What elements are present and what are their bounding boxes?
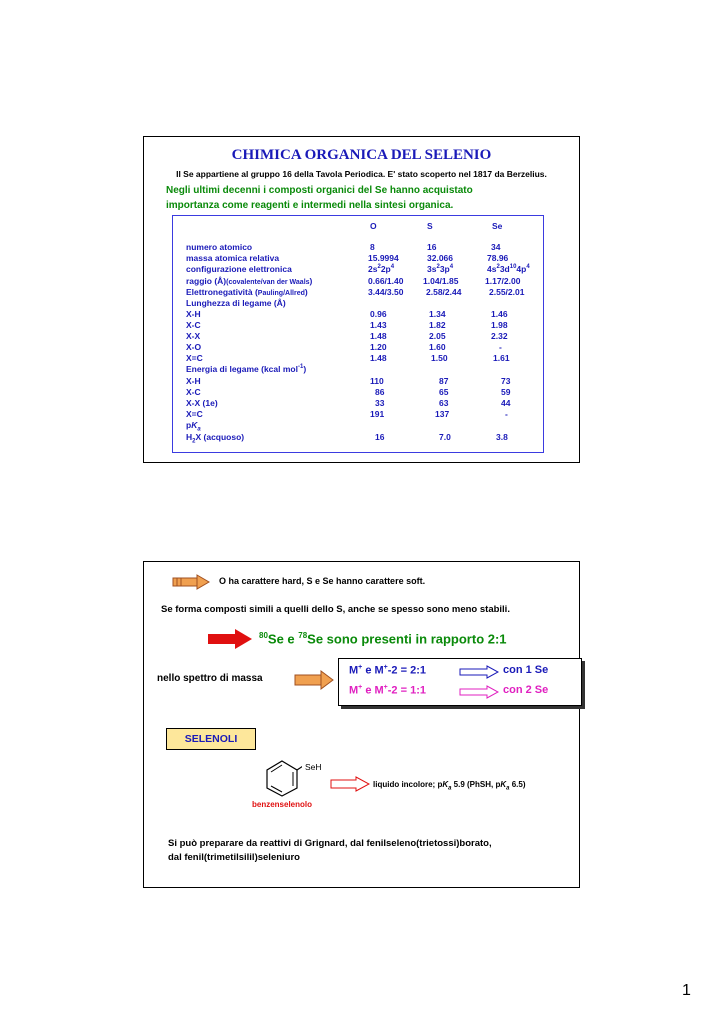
orange-arrow-icon: [294, 670, 334, 690]
slide-1: [143, 136, 580, 463]
header-s: S: [427, 221, 433, 231]
row-label: X-H: [186, 309, 201, 319]
ms-result-2: con 2 Se: [503, 684, 549, 696]
row-label: configurazione elettronica: [186, 264, 292, 274]
row-value-o: 15.9994: [368, 253, 399, 263]
row-value-o: 110: [370, 376, 384, 386]
row-value-s: 63: [439, 398, 449, 408]
row-label: X-X (1e): [186, 398, 218, 408]
row-value-se: 1.17/2.00: [485, 276, 521, 286]
slide-title: CHIMICA ORGANICA DEL SELENIO: [231, 147, 492, 163]
benzeneselenolo-label: benzenselenolo: [252, 800, 313, 809]
row-value-s: 65: [439, 387, 449, 397]
row-value-s: 137: [435, 409, 450, 419]
row-value-se: 2.32: [491, 331, 508, 341]
row-value-o: 0.96: [370, 309, 387, 319]
row-value-o: 1.48: [370, 353, 387, 363]
row-label: X-O: [186, 342, 202, 352]
row-value-s: 1.34: [429, 309, 446, 319]
row-value-se: 1.46: [491, 309, 508, 319]
row-value-s: 1.60: [429, 342, 446, 352]
row-value-o: 86: [375, 387, 385, 397]
row-value-se: 73: [501, 376, 511, 386]
row-label: $pK_a$: [186, 420, 201, 433]
similar-compounds-text: Se forma composti simili a quelli dello S, anche se spesso sono meno stabili.: [161, 604, 510, 615]
row-value-o: 3.44/3.50: [368, 287, 404, 297]
benzene-ring-icon: [262, 758, 302, 798]
page-number: 1: [682, 982, 691, 999]
row-label: X-H: [186, 376, 201, 386]
row-value-se: 34: [491, 242, 501, 252]
hard-soft-text: O ha carattere hard, S e Se hanno carattere soft.: [219, 576, 426, 586]
row-value-s: 2.05: [429, 331, 446, 341]
isotope-mid: Se e: [267, 631, 299, 647]
mass-spec-label: nello spettro di massa: [157, 673, 263, 684]
magenta-outline-arrow-icon: [459, 685, 499, 699]
row-value-se: 59: [501, 387, 511, 397]
row-value-o: $2s^22p^4$: [368, 264, 395, 274]
liquid-description: liquido incolore; $pK_a$ 5.9 (PhSH, $pK_a$ 6.5): [373, 780, 526, 792]
row-value-s: 32.066: [427, 253, 453, 263]
isotopes-text: [259, 631, 507, 646]
row-value-se: -: [505, 409, 508, 419]
row-value-se: 2.55/2.01: [489, 287, 525, 297]
row-value-s: 1.04/1.85: [423, 276, 459, 286]
orange-arrow-icon: [172, 574, 210, 590]
header-se: Se: [492, 221, 503, 231]
red-arrow-icon: [207, 628, 253, 650]
row-value-se: 78.96: [487, 253, 509, 263]
row-label: massa atomica relativa: [186, 253, 280, 263]
row-label: X=C: [186, 409, 203, 419]
grignard-line-1: Si può preparare da reattivi di Grignard, dal fenilseleno(trietossi)borato,: [168, 838, 492, 849]
row-value-s: 2.58/2.44: [426, 287, 462, 297]
row-value-o: 1.20: [370, 342, 387, 352]
row-value-se: -: [499, 342, 502, 352]
ms-line-1: M+ e M+-2 = 2:1: [349, 664, 426, 677]
row-value-o: 0.66/1.40: [368, 276, 404, 286]
row-label: $H_2X$ (acquoso): [186, 432, 245, 445]
green-note: [166, 183, 566, 213]
green-note-line-2: importanza come reagenti e intermedi nella sintesi organica.: [166, 200, 454, 211]
row-value-o: 8: [370, 242, 375, 252]
row-value-o: 16: [375, 432, 385, 442]
row-value-s: 1.50: [431, 353, 448, 363]
ms-result-1: con 1 Se: [503, 664, 549, 676]
mass-spec-box: [338, 658, 582, 706]
seh-label: SeH: [305, 762, 322, 772]
row-label: X=C: [186, 353, 203, 363]
row-value-o: 1.43: [370, 320, 387, 330]
row-value-s: 87: [439, 376, 449, 386]
row-label: X-C: [186, 387, 201, 397]
green-note-line-1: Negli ultimi decenni i composti organici del Se hanno acquistato: [166, 185, 473, 196]
slide-2: [143, 561, 580, 888]
isotope-rest: Se sono presenti in rapporto 2:1: [307, 631, 507, 647]
isotope-78-sup: 78: [298, 631, 308, 640]
row-value-se: 3.8: [496, 432, 508, 442]
red-outline-arrow-icon: [330, 776, 370, 792]
isotope-80-sup: 80: [259, 631, 268, 640]
properties-table: [172, 215, 544, 453]
row-label: numero atomico: [186, 242, 253, 252]
selenoli-label: SELENOLI: [166, 728, 256, 750]
row-value-o: 1.48: [370, 331, 387, 341]
header-o: O: [370, 221, 377, 231]
row-label: Elettronegatività (Pauling/Allred): [186, 287, 308, 297]
row-value-s: 7.0: [439, 432, 451, 442]
row-label: X-X: [186, 331, 201, 341]
row-value-o: 33: [375, 398, 385, 408]
blue-outline-arrow-icon: [459, 665, 499, 679]
row-value-se: 1.61: [493, 353, 510, 363]
row-value-o: 191: [370, 409, 385, 419]
row-label: Lunghezza di legame (Å): [186, 298, 286, 308]
row-label: Energia di legame (kcal mol$^{-1}$): [186, 364, 307, 374]
row-label: X-C: [186, 320, 201, 330]
row-value-s: $3s^23p^4$: [427, 264, 454, 274]
row-label: raggio (Å)(covalente/van der Waals): [186, 276, 313, 286]
ms-line-2: M+ e M+-2 = 1:1: [349, 684, 426, 697]
row-value-s: 1.82: [429, 320, 446, 330]
row-value-se: 44: [501, 398, 511, 408]
row-value-s: 16: [427, 242, 437, 252]
grignard-line-2: dal fenil(trimetilsilil)seleniuro: [168, 852, 300, 863]
row-value-se: $4s^23d^{10}4p^4$: [487, 264, 530, 274]
intro-text: Il Se appartiene al gruppo 16 della Tavola Periodica. E' stato scoperto nel 1817 da Berzelius.: [176, 169, 547, 179]
row-value-se: 1.98: [491, 320, 508, 330]
